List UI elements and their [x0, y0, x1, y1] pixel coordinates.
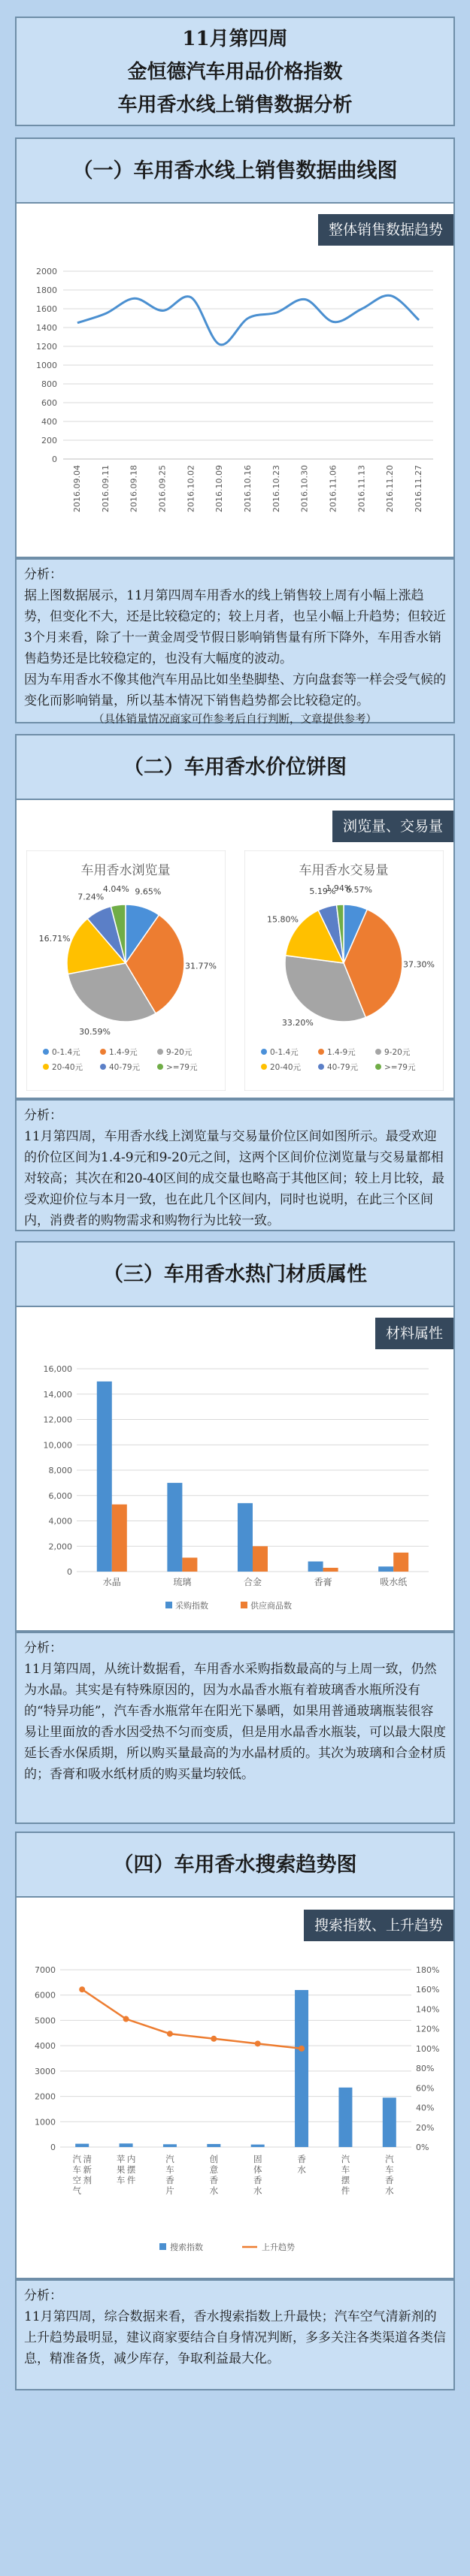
combo-y-right-tick-3: 60%: [416, 2083, 435, 2094]
combo-y-left-tick-6: 6000: [35, 1990, 56, 2001]
pie-views-value-label-4: 7.24%: [77, 892, 105, 902]
bar1-x-label-0: 水晶: [102, 1577, 121, 1587]
combo-chart-search: [24, 1959, 449, 2267]
combo-y-left-tick-5: 5000: [35, 2016, 56, 2026]
x-tick-label-9: 2016.11.06: [328, 465, 338, 512]
bar1-y-tick-8: 16,000: [43, 1364, 72, 1374]
combo-bar-0: [75, 2144, 89, 2147]
bar1-bar-0-0: [97, 1382, 112, 1572]
combo-y-left-tick-3: 3000: [35, 2066, 56, 2076]
x-tick-label-1: 2016.09.11: [100, 465, 111, 512]
pie-views-legend-marker-0: [43, 1049, 49, 1055]
x-tick-label-7: 2016.10.23: [271, 465, 281, 512]
y-tick-label-8: 1600: [36, 304, 57, 314]
x-tick-label-12: 2016.11.27: [414, 465, 424, 512]
pie-views-legend-marker-3: [43, 1064, 49, 1070]
combo-y-left-tick-7: 7000: [35, 1965, 56, 1975]
combo-y-right-tick-0: 0%: [416, 2143, 429, 2152]
bar1-legend-marker-0: [165, 1602, 172, 1608]
bar1-x-label-1: 琉璃: [173, 1577, 192, 1587]
bar1-y-tick-2: 4,000: [48, 1516, 72, 1527]
section-2-tag: 浏览量、交易量: [332, 811, 453, 842]
pie-trans-value-label-3: 15.80%: [267, 914, 299, 925]
series-line: [77, 295, 419, 345]
header-line2: 金恒德汽车用品价格指数: [127, 61, 343, 83]
bar1-y-tick-4: 8,000: [48, 1466, 72, 1475]
section-1-title: （一）车用香水线上销售数据曲线图: [17, 139, 453, 204]
y-tick-label-4: 800: [41, 379, 57, 389]
bar1-y-tick-0: 0: [67, 1567, 72, 1577]
bar1-y-tick-7: 14,000: [43, 1389, 72, 1400]
bar1-bar-1-0: [112, 1505, 127, 1572]
pie-views-legend-marker-1: [100, 1049, 106, 1055]
combo-y-right-tick-8: 160%: [416, 1985, 440, 1995]
analysis-1-note: （具体销量情况商家可作参考后自行判断，文章提供参考）: [93, 714, 377, 726]
bar1-x-label-4: 吸水纸: [380, 1577, 408, 1587]
combo-bar-3: [207, 2144, 220, 2147]
combo-y-left-tick-1: 1000: [35, 2117, 56, 2128]
pie-views-legend-label-1: 1.4-9元: [109, 1048, 138, 1057]
pie-views-legend-marker-4: [100, 1064, 106, 1070]
pie-views-value-label-3: 16.71%: [38, 933, 71, 944]
x-tick-label-8: 2016.10.30: [299, 465, 310, 512]
bar1-bar-0-1: [167, 1483, 182, 1572]
combo-x-label-1: 苹果车内摆件: [116, 2154, 136, 2185]
combo-legend-label-1: 上升趋势: [262, 2242, 295, 2252]
x-tick-label-0: 2016.09.04: [71, 465, 82, 512]
section-4-tag: 搜索指数、上升趋势: [304, 1910, 453, 1941]
pie-views-legend-label-5: >=79元: [166, 1063, 198, 1072]
combo-y-left-tick-4: 4000: [35, 2041, 56, 2052]
pie-views-legend-marker-2: [157, 1049, 163, 1055]
combo-bar-6: [338, 2088, 352, 2147]
header-banner: [15, 17, 455, 126]
pie-views-legend-label-4: 40-79元: [109, 1063, 141, 1072]
section-2-analysis: [15, 1099, 455, 1231]
y-tick-label-2: 400: [41, 417, 57, 427]
pie-trans-legend-marker-2: [375, 1049, 381, 1055]
x-tick-label-2: 2016.09.18: [129, 465, 139, 512]
combo-y-right-tick-1: 20%: [416, 2122, 435, 2133]
pie-views-value-label-5: 4.04%: [102, 883, 129, 894]
y-tick-label-7: 1400: [36, 323, 57, 333]
bar1-y-tick-6: 12,000: [43, 1415, 72, 1425]
combo-bar-4: [251, 2145, 265, 2147]
bar1-bar-1-2: [253, 1546, 268, 1572]
combo-line-point-0: [79, 1986, 85, 1992]
combo-x-label-2: 汽车香片: [165, 2154, 174, 2196]
combo-y-right-tick-6: 120%: [416, 2024, 440, 2034]
pie-chart-transactions: [244, 850, 444, 1091]
analysis-1-body: 据上图数据展示，11月第四周车用香水的线上销售较上周有小幅上涨趋势，但变化不大，还是比较稳定的；较上月者，也呈小幅上升趋势；但较近3个月来看，除了十一黄金周受节假日影响销售量有所下降外，车用香水销售趋势还是比较稳定的，也没有大幅度的波动。: [24, 588, 446, 666]
analysis-1-label: 分析：: [24, 567, 62, 582]
bar1-bar-1-4: [393, 1553, 408, 1572]
bar1-bar-0-3: [308, 1562, 323, 1572]
pie-trans-legend-label-3: 20-40元: [270, 1063, 302, 1072]
x-tick-label-5: 2016.10.09: [214, 465, 225, 512]
combo-line-point-4: [255, 2040, 261, 2046]
combo-legend-label-0: 搜索指数: [170, 2242, 203, 2252]
analysis-2-body: 11月第四周，车用香水线上浏览量与交易量价位区间如图所示。最受欢迎的价位区间为1.4-9元和9-20元之间，这两个区间价位浏览量与交易量都相对较高；其次在和20-40区间的成交量也略高于其他区间；较上月比较，最受欢迎价位与本月一致，也在此几个区间内，同时也说明，在此三个区间内，消费者的购物需求和购物行为比较一致。: [24, 1129, 445, 1228]
section-2-title: （二）车用香水价位饼图: [17, 735, 453, 800]
combo-x-label-0: 汽车空气清新剂: [72, 2154, 92, 2196]
pie-trans-legend-marker-0: [261, 1049, 267, 1055]
section-3-tag: 材料属性: [375, 1318, 453, 1349]
combo-y-right-tick-7: 140%: [416, 2004, 440, 2015]
pie-trans-legend-marker-4: [318, 1064, 324, 1070]
bar1-y-tick-3: 6,000: [48, 1490, 72, 1501]
x-tick-label-3: 2016.09.25: [157, 465, 168, 512]
pie-trans-legend-label-5: >=79元: [384, 1063, 416, 1072]
bar1-y-tick-5: 10,000: [43, 1440, 72, 1451]
pie-trans-legend-label-1: 1.4-9元: [327, 1048, 356, 1057]
analysis-3-body: 11月第四周，从统计数据看，车用香水采购指数最高的与上周一致，仍然为水晶。其实是有特殊原因的，因为水晶香水瓶有着玻璃香水瓶所没有的“特异功能”，汽车香水瓶常年在阳光下暴晒，如果用普通玻璃瓶装很容易让里面放的香水因受热不匀而变质，但是用水晶香水瓶装，可以最大限度延长香水保质期，所以购买量最高的为水晶材质的。其次为玻璃和合金材质的；香膏和吸水纸材质的购买量均较低。: [24, 1662, 446, 1782]
combo-y-right-tick-5: 100%: [416, 2043, 440, 2054]
combo-line-point-2: [167, 2031, 173, 2037]
combo-bar-5: [295, 1990, 308, 2147]
pie-trans-legend-label-4: 40-79元: [327, 1063, 359, 1072]
bar1-legend-label-1: 供应商品数: [250, 1601, 292, 1611]
combo-line-point-1: [123, 2016, 129, 2022]
y-tick-label-1: 200: [41, 436, 57, 445]
bar1-x-label-2: 合金: [243, 1577, 262, 1587]
combo-bar-7: [383, 2097, 396, 2147]
combo-x-label-5: 香水: [297, 2154, 306, 2175]
pie-views-legend-label-3: 20-40元: [52, 1063, 83, 1072]
analysis-1-body2: 因为车用香水不像其他汽车用品比如坐垫脚垫、方向盘套等一样会受气候的变化而影响销量，所以基本情况下销售趋势都会比较稳定的。: [24, 672, 446, 708]
analysis-2-label: 分析：: [24, 1108, 62, 1123]
section-4-title: （四）车用香水搜索趋势图: [17, 1833, 453, 1898]
bar1-bar-0-4: [378, 1566, 393, 1572]
bar1-bar-1-3: [323, 1568, 338, 1572]
bar1-x-label-3: 香膏: [314, 1577, 332, 1587]
combo-x-label-4: 固体香水: [253, 2154, 262, 2196]
y-tick-label-3: 600: [41, 398, 57, 408]
pie-trans-legend-label-0: 0-1.4元: [270, 1048, 299, 1057]
section-1-tag: 整体销售数据趋势: [318, 214, 453, 246]
section-3-panel: [15, 1241, 455, 1632]
section-4-panel: [15, 1832, 455, 2279]
combo-y-right-tick-2: 40%: [416, 2103, 435, 2113]
combo-x-label-7: 汽车香水: [385, 2154, 394, 2196]
analysis-4-label: 分析：: [24, 2288, 62, 2303]
pie-views-value-label-1: 31.77%: [184, 961, 217, 971]
header-line3: 车用香水线上销售数据分析: [117, 94, 353, 116]
bar1-legend-label-0: 采购指数: [175, 1601, 208, 1611]
combo-x-label-6: 汽车摆件: [341, 2154, 350, 2196]
pie-trans-value-label-4: 5.19%: [309, 886, 336, 897]
combo-x-label-3: 创意香水: [209, 2154, 219, 2196]
section-1-analysis: [15, 558, 455, 726]
pie-views-legend-label-0: 0-1.4元: [52, 1048, 80, 1057]
y-tick-label-10: 2000: [36, 267, 57, 276]
line-chart-sales: [27, 256, 444, 549]
pie-trans-legend-label-2: 9-20元: [384, 1048, 411, 1057]
y-tick-label-9: 1800: [36, 285, 57, 295]
section-4-analysis: [15, 2279, 455, 2390]
section-2-panel: [15, 734, 455, 1099]
pie-trans-title: 车用香水交易量: [299, 863, 389, 878]
combo-y-left-tick-0: 0: [50, 2143, 56, 2152]
pie-trans-legend-marker-3: [261, 1064, 267, 1070]
pie-views-legend-label-2: 9-20元: [166, 1048, 193, 1057]
combo-line-point-3: [211, 2036, 217, 2042]
x-tick-label-11: 2016.11.20: [385, 465, 396, 512]
combo-bar-2: [163, 2144, 177, 2147]
pie-trans-legend-marker-5: [375, 1064, 381, 1070]
x-tick-label-4: 2016.10.02: [186, 465, 196, 512]
section-1-panel: [15, 137, 455, 558]
bar-chart-materials: [38, 1361, 440, 1624]
bar1-bar-0-2: [238, 1503, 253, 1572]
y-tick-label-6: 1200: [36, 342, 57, 352]
combo-bar-1: [120, 2143, 133, 2147]
pie-chart-views: [26, 850, 226, 1091]
analysis-3-label: 分析：: [24, 1641, 62, 1656]
combo-line-point-5: [299, 2046, 305, 2052]
pie-trans-legend-marker-1: [318, 1049, 324, 1055]
section-3-analysis: [15, 1632, 455, 1824]
pie-trans-value-label-0: 6.57%: [346, 885, 372, 895]
section-3-title: （三）车用香水热门材质属性: [17, 1243, 453, 1307]
combo-y-right-tick-9: 180%: [416, 1965, 440, 1975]
combo-y-right-tick-4: 80%: [416, 2064, 435, 2074]
combo-y-left-tick-2: 2000: [35, 2091, 56, 2102]
x-tick-label-10: 2016.11.13: [356, 465, 367, 512]
pie-trans-value-label-5: 1.94%: [326, 883, 353, 894]
x-tick-label-6: 2016.10.16: [243, 465, 253, 512]
y-tick-label-5: 1000: [36, 361, 57, 370]
bar1-legend-marker-1: [241, 1602, 247, 1608]
header-line1: 11月第四周: [182, 28, 288, 50]
bar1-y-tick-1: 2,000: [48, 1542, 72, 1552]
bar1-bar-1-1: [182, 1557, 197, 1572]
pie-views-title: 车用香水浏览量: [80, 863, 171, 878]
combo-line: [82, 1989, 302, 2049]
pie-trans-value-label-1: 37.30%: [403, 959, 435, 970]
y-tick-label-0: 0: [52, 454, 57, 464]
pie-views-legend-marker-5: [157, 1064, 163, 1070]
analysis-4-body: 11月第四周，综合数据来看，香水搜索指数上升最快；汽车空气清新剂的上升趋势最明显，建议商家要结合自身情况判断，多多关注各类渠道各类信息，精准备货，减少库存，争取利益最大化。: [24, 2309, 446, 2366]
pie-views-value-label-0: 9.65%: [135, 886, 162, 897]
pie-trans-value-label-2: 33.20%: [281, 1018, 314, 1028]
pie-views-value-label-2: 30.59%: [79, 1027, 111, 1037]
combo-legend-marker-0: [159, 2243, 166, 2250]
